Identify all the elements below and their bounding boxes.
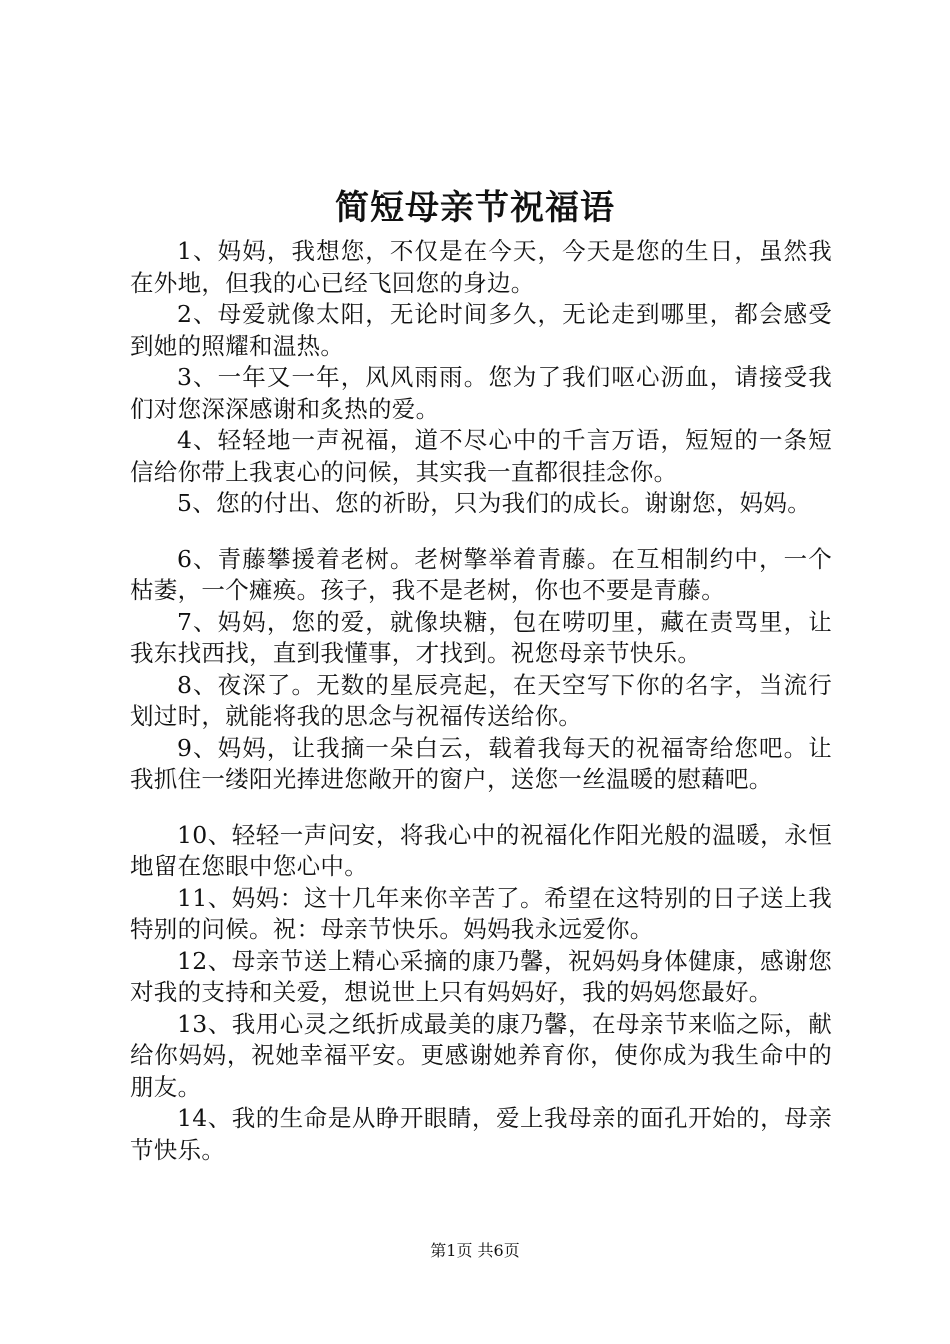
paragraph-13: 13、我用心灵之纸折成最美的康乃馨，在母亲节来临之际，献给你妈妈，祝她幸福平安。更感谢她养育你，使你成为我生命中的朋友。 [130, 1009, 832, 1101]
paragraph-1: 1、妈妈，我想您，不仅是在今天，今天是您的生日，虽然我在外地，但我的心已经飞回您的身边。 [130, 237, 832, 297]
paragraph-2: 2、母爱就像太阳，无论时间多久，无论走到哪里，都会感受到她的照耀和温热。 [130, 300, 832, 360]
paragraph-3: 3、一年又一年，风风雨雨。您为了我们呕心沥血，请接受我们对您深深感谢和炙热的爱。 [130, 363, 832, 423]
paragraph-7: 7、妈妈，您的爱，就像块糖，包在唠叨里，藏在责骂里，让我东找西找，直到我懂事，才找到。祝您母亲节快乐。 [130, 607, 832, 667]
page-number: 第1页 共6页 [430, 1241, 520, 1260]
paragraph-9: 9、妈妈，让我摘一朵白云，载着我每天的祝福寄给您吧。让我抓住一缕阳光捧进您敞开的窗户，送您一丝温暖的慰藉吧。 [130, 733, 832, 793]
paragraph-14: 14、我的生命是从睁开眼睛，爱上我母亲的面孔开始的，母亲节快乐。 [130, 1104, 832, 1164]
page-title: 简短母亲节祝福语 [335, 188, 615, 228]
paragraph-11: 11、妈妈：这十几年来你辛苦了。希望在这特别的日子送上我特别的问候。祝：母亲节快乐。妈妈我永远爱你。 [130, 883, 832, 943]
paragraph-8: 8、夜深了。无数的星辰亮起，在天空写下你的名字，当流行划过时，就能将我的思念与祝福传送给你。 [130, 670, 832, 730]
document-body [130, 236, 832, 1166]
paragraph-10: 10、轻轻一声问安，将我心中的祝福化作阳光般的温暖，永恒地留在您眼中您心中。 [130, 820, 832, 880]
paragraph-12: 12、母亲节送上精心采摘的康乃馨，祝妈妈身体健康，感谢您对我的支持和关爱，想说世上只有妈妈好，我的妈妈您最好。 [130, 946, 832, 1006]
paragraph-6: 6、青藤攀援着老树。老树擎举着青藤。在互相制约中，一个枯萎，一个瘫痪。孩子，我不是老树，你也不要是青藤。 [130, 544, 832, 604]
paragraph-5: 5、您的付出、您的祈盼，只为我们的成长。谢谢您，妈妈。 [177, 489, 812, 517]
paragraph-4: 4、轻轻地一声祝福，道不尽心中的千言万语，短短的一条短信给你带上我衷心的问候，其实我一直都很挂念你。 [130, 426, 832, 486]
